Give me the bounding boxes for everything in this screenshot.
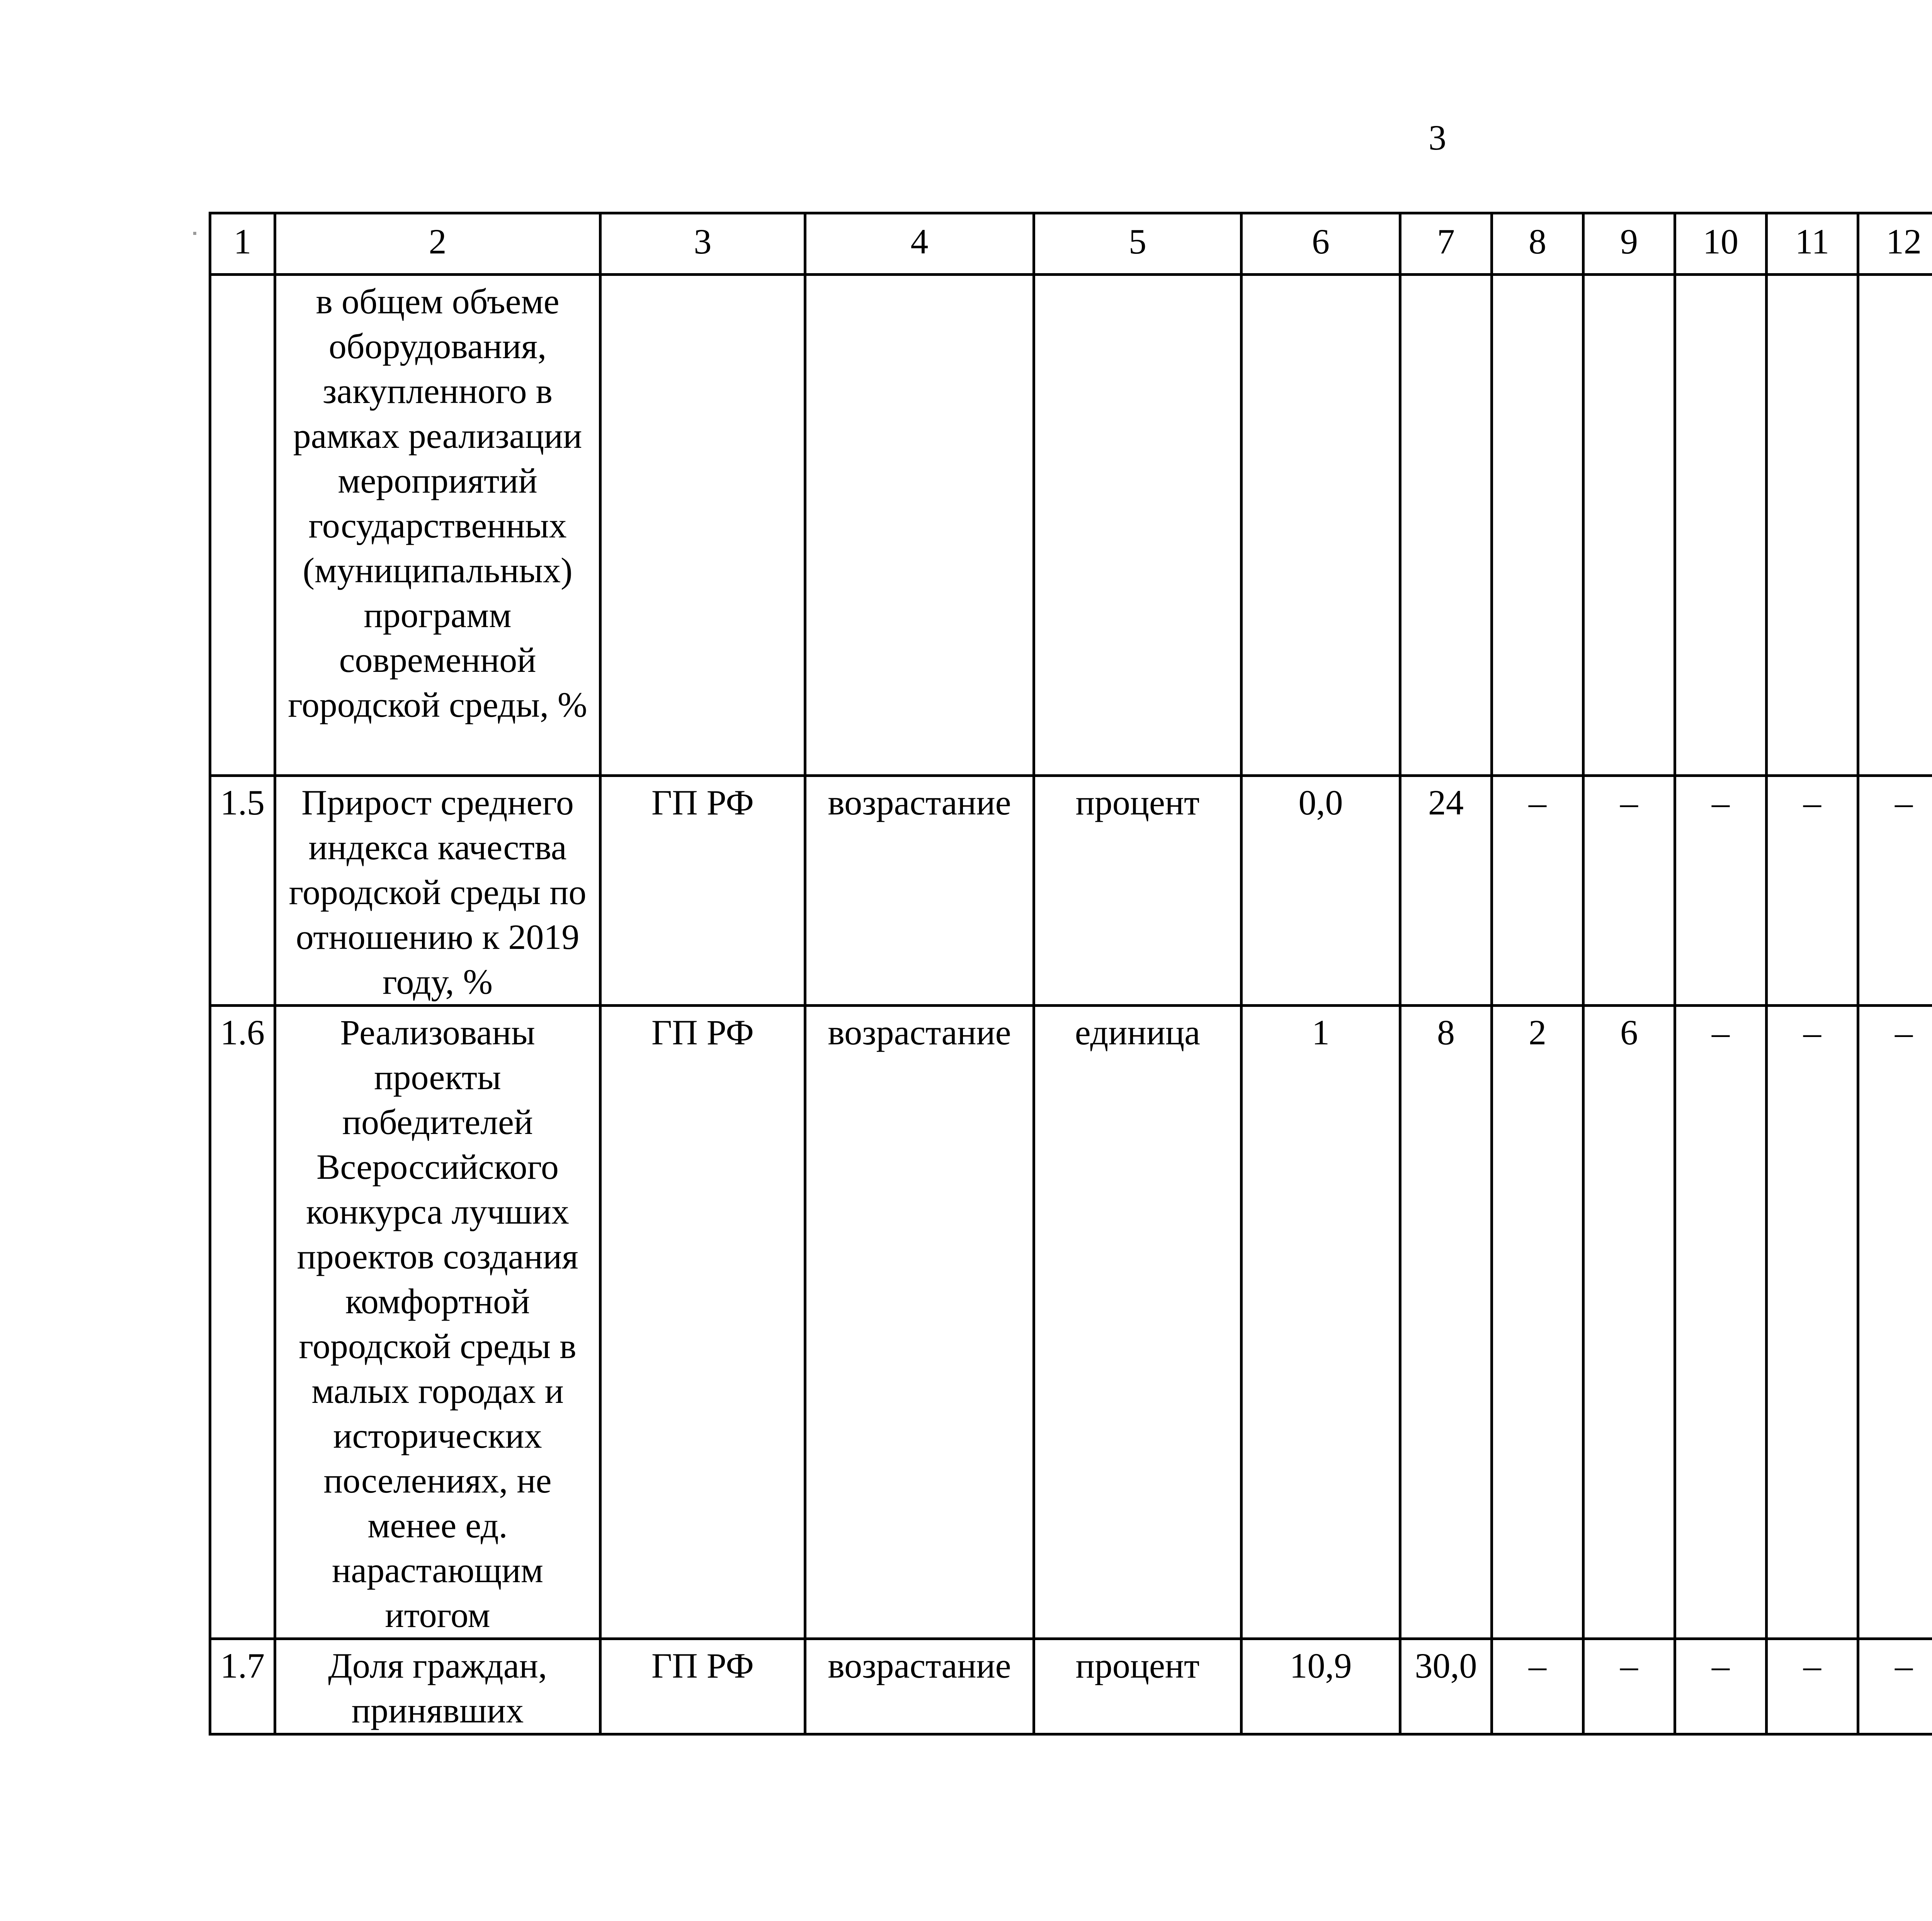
table-cell: Прирост среднего индекса качества городской среды по отношению к 2019 году, % bbox=[275, 776, 600, 1006]
table-cell: – bbox=[1675, 776, 1767, 1006]
table-cell: – bbox=[1492, 1639, 1583, 1734]
header-cell: 8 bbox=[1492, 213, 1583, 275]
page-number: 3 bbox=[1429, 118, 1446, 157]
header-cell: 11 bbox=[1767, 213, 1858, 275]
table-cell: – bbox=[1583, 776, 1675, 1006]
table-cell bbox=[210, 275, 275, 776]
table-cell: – bbox=[1858, 1006, 1932, 1639]
table-cell: Реализованы проекты победителей Всероссийского конкурса лучших проектов создания комфортной городской среды в малых городах и исторических поселениях, не менее ед. нарастающим итогом bbox=[275, 1006, 600, 1639]
header-cell: 3 bbox=[600, 213, 805, 275]
table-cell bbox=[1858, 275, 1932, 776]
scan-edge-mark bbox=[193, 232, 196, 235]
table-cell bbox=[1400, 275, 1492, 776]
table-cell: ГП РФ bbox=[600, 1639, 805, 1734]
header-cell: 2 bbox=[275, 213, 600, 275]
table-cell: ГП РФ bbox=[600, 1006, 805, 1639]
table-cell bbox=[1583, 275, 1675, 776]
header-cell: 12 bbox=[1858, 213, 1932, 275]
header-cell: 5 bbox=[1034, 213, 1242, 275]
header-cell: 4 bbox=[805, 213, 1034, 275]
header-cell: 7 bbox=[1400, 213, 1492, 275]
table-cell: 8 bbox=[1400, 1006, 1492, 1639]
table-row bbox=[210, 1006, 1932, 1639]
table-row bbox=[210, 776, 1932, 1006]
table-cell: возрастание bbox=[805, 776, 1034, 1006]
table-cell: 10,9 bbox=[1242, 1639, 1400, 1734]
table-cell bbox=[1675, 275, 1767, 776]
table-cell bbox=[1034, 275, 1242, 776]
row-number: 1.7 bbox=[210, 1639, 275, 1734]
table-cell bbox=[1767, 275, 1858, 776]
table-cell: 24 bbox=[1400, 776, 1492, 1006]
table-cell: возрастание bbox=[805, 1006, 1034, 1639]
table-cell: – bbox=[1767, 1006, 1858, 1639]
table-cell: – bbox=[1767, 1639, 1858, 1734]
table-cell bbox=[600, 275, 805, 776]
table-cell: – bbox=[1675, 1639, 1767, 1734]
table-cell: – bbox=[1858, 776, 1932, 1006]
table-cell: процент bbox=[1034, 1639, 1242, 1734]
header-cell: 1 bbox=[210, 213, 275, 275]
table-cell bbox=[1492, 275, 1583, 776]
table-cell: 30,0 bbox=[1400, 1639, 1492, 1734]
table-cell: – bbox=[1583, 1639, 1675, 1734]
header-cell: 10 bbox=[1675, 213, 1767, 275]
table-cell: – bbox=[1675, 1006, 1767, 1639]
table-cell: 1 bbox=[1242, 1006, 1400, 1639]
header-cell: 6 bbox=[1242, 213, 1400, 275]
row-number: 1.6 bbox=[210, 1006, 275, 1639]
table-cell: Доля граждан, принявших bbox=[275, 1639, 600, 1734]
table-cell: в общем объеме оборудования, закупленного в рамках реализации мероприятий государственных (муниципальных) программ современной городской среды, % bbox=[275, 275, 600, 776]
table-cell: – bbox=[1492, 776, 1583, 1006]
table-cell: 6 bbox=[1583, 1006, 1675, 1639]
table-header-row bbox=[210, 213, 1932, 275]
row-number: 1.5 bbox=[210, 776, 275, 1006]
header-cell: 9 bbox=[1583, 213, 1675, 275]
table-cell: 2 bbox=[1492, 1006, 1583, 1639]
table-cell: возрастание bbox=[805, 1639, 1034, 1734]
table-cell: – bbox=[1858, 1639, 1932, 1734]
table-cell: процент bbox=[1034, 776, 1242, 1006]
table-row bbox=[210, 275, 1932, 776]
indicators-table bbox=[209, 212, 1932, 1736]
table-cell: 0,0 bbox=[1242, 776, 1400, 1006]
table-row bbox=[210, 1639, 1932, 1734]
table-cell bbox=[805, 275, 1034, 776]
table-cell: единица bbox=[1034, 1006, 1242, 1639]
table-cell: – bbox=[1767, 776, 1858, 1006]
table-cell: ГП РФ bbox=[600, 776, 805, 1006]
table-cell bbox=[1242, 275, 1400, 776]
